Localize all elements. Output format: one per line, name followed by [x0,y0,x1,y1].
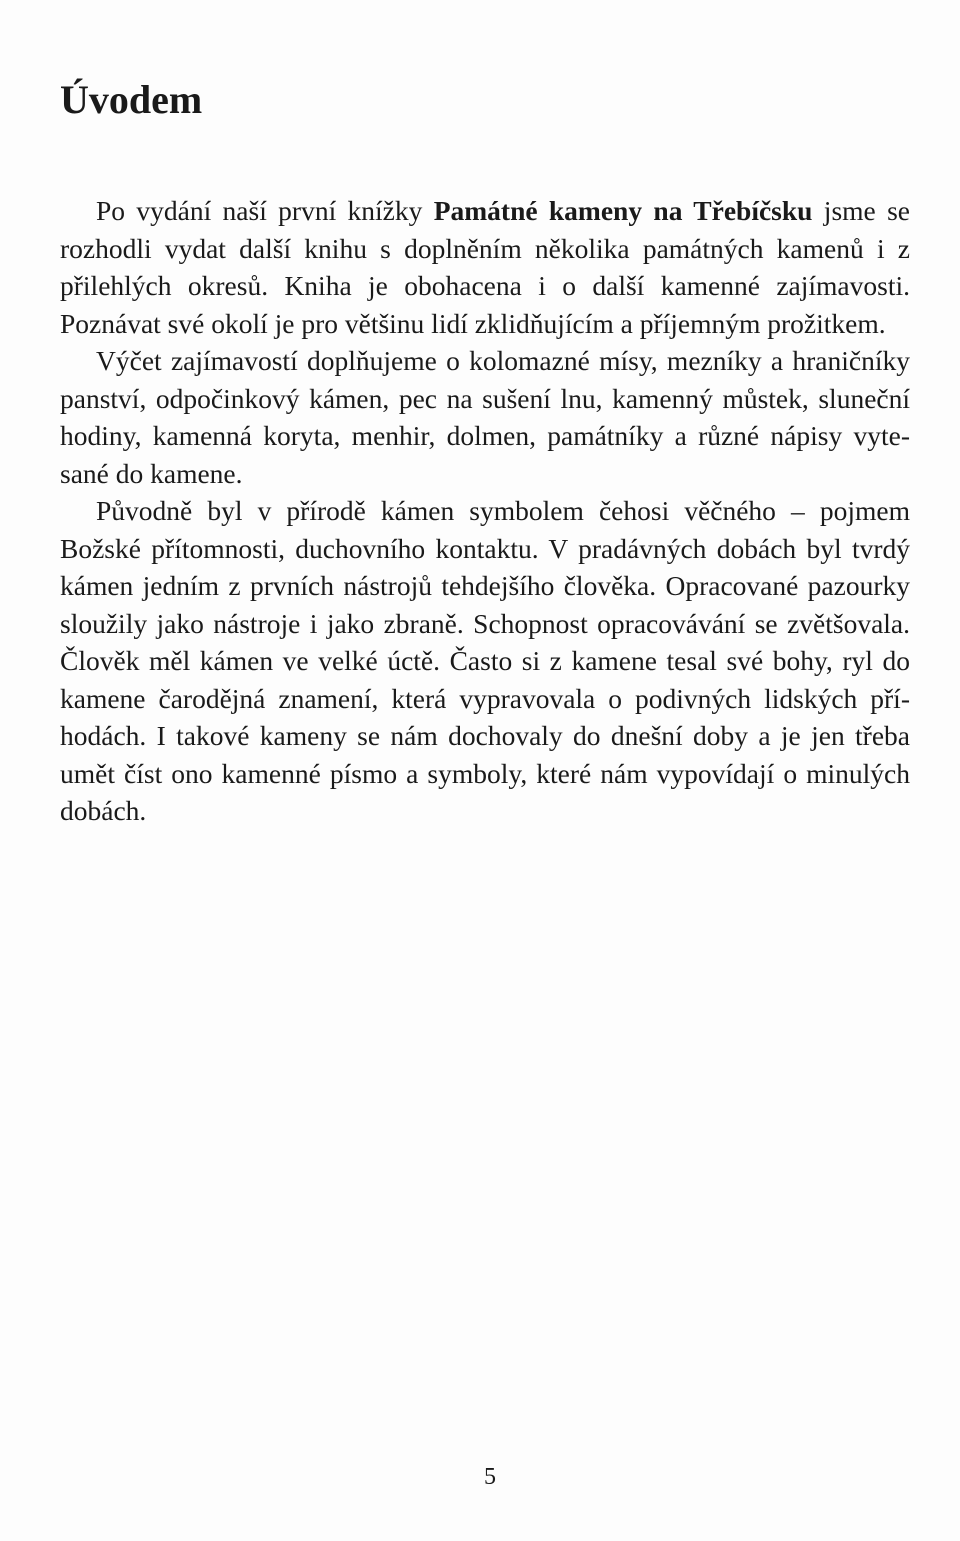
page-number: 5 [484,1464,496,1490]
body-text [60,192,910,830]
page-title: Úvodem [60,77,203,122]
paragraph-1 [60,192,910,342]
paragraph-1-rest: jsme se rozhodli vydat další knihu s doplněním několika památných kamenů i z přilehlých okresů. Kniha je obohacena i o další kamenné zajímavosti. Poznávat své okolí je pro většinu lidí zklidňujícím a příjemným prožitkem. [60,195,910,339]
paragraph-3: Původně byl v přírodě kámen symbolem čehosi věčného – pojmem Božské přítomnosti, duchovního kontaktu. V pradávných dobách byl tvrdý kámen jedním z prvních nástrojů tehdejšího člověka. Opracované pazourky sloužily jako nástroje i jako zbraně. Schopnost opracovávání se zvětšovala. Člověk měl kámen ve velké úctě. Často si z kamene tesal své bohy, ryl do kamene čarodějná znamení, která vypravovala o podivných lidských příhodách. I takové kameny se nám dochovaly do dnešní doby a je jen třeba umět číst ono kamenné písmo a symboly, které nám vypovídají o minulých dobách. [60,495,910,826]
book-title-bold: Památné kameny na Třebíčsku [433,195,813,226]
paragraph-2: Výčet zajímavostí doplňujeme o kolomazné mísy, mezníky a hraničníky panství, odpočinkový kámen, pec na sušení lnu, kamenný můstek, sluneční hodiny, kamenná koryta, menhir, dolmen, památníky a různé nápisy vytesané do kamene. [60,345,910,489]
paragraph-1-intro: Po vydání naší první knížky [96,195,434,226]
